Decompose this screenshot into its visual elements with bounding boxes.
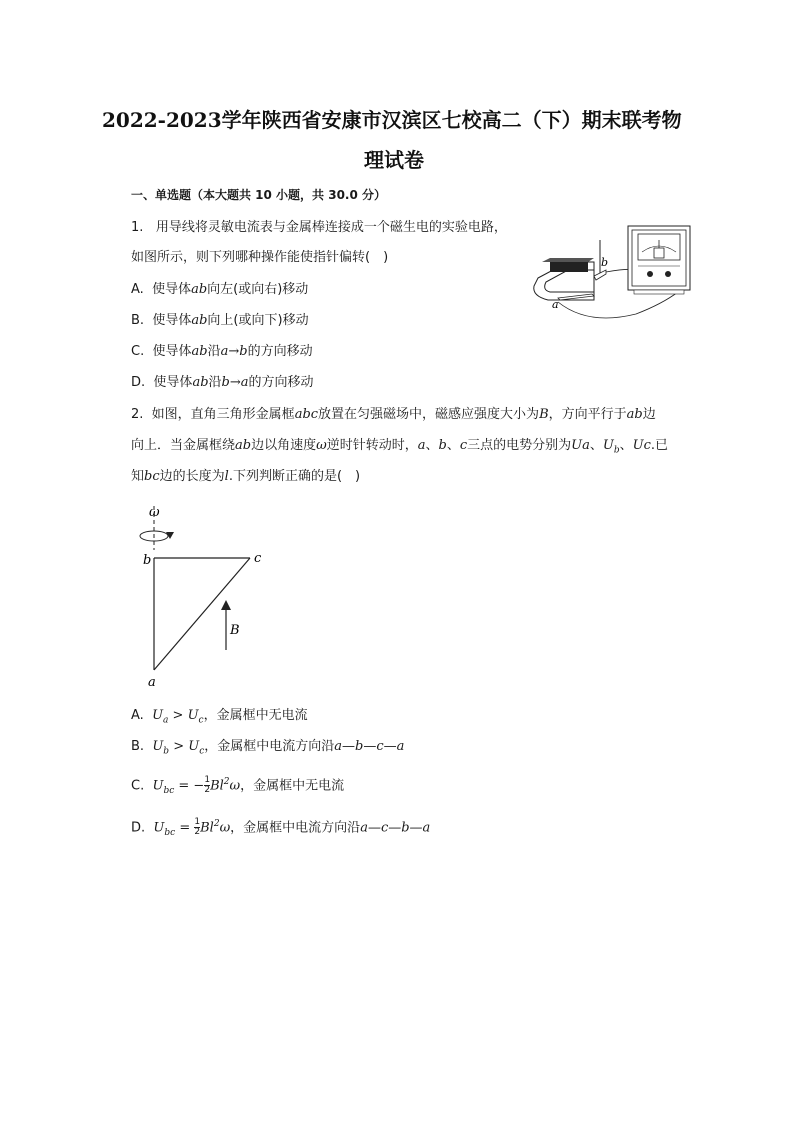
label-c: c: [254, 551, 262, 566]
option-math: U: [152, 708, 164, 723]
option-math: a→b: [220, 344, 248, 359]
option-math: ω: [229, 778, 241, 794]
q2-option-b: [131, 739, 404, 760]
option-text: 向上(或向下)移动: [207, 313, 309, 328]
stem-math: bc: [144, 469, 160, 484]
page-title-line2: 理试卷: [364, 148, 424, 172]
option-text: ，金属框中无电流: [240, 778, 345, 794]
option-math: U: [152, 778, 164, 794]
option-label: B.: [131, 739, 145, 754]
fraction-numerator: 1: [194, 817, 201, 828]
stem-math: abc: [294, 407, 319, 422]
stem-text: 三点的电势分别为: [467, 438, 572, 453]
option-math: a—c—b—a: [360, 820, 431, 836]
q2-option-d: [131, 816, 430, 841]
option-math: a—b—c—a: [334, 739, 405, 754]
stem-math: Ua: [571, 438, 590, 453]
stem-math: Uc: [632, 438, 651, 453]
stem-text: 边以角速度: [251, 438, 317, 453]
option-text: ，金属框中无电流: [203, 708, 308, 723]
triangle-frame: [154, 558, 250, 670]
q1-option-c: [131, 344, 313, 360]
q2-stem-line2: [131, 438, 668, 459]
option-text: 的方向移动: [248, 375, 314, 390]
page-title-line1: 2022-2023学年陕西省安康市汉滨区七校高二（下）期末联考物: [102, 108, 682, 132]
stem-math: b: [438, 438, 447, 453]
option-sub: bc: [163, 785, 175, 796]
option-text: ，金属框中电流方向沿: [230, 820, 361, 836]
stem-text: 放置在匀强磁场中，磁感应强度大小为: [318, 407, 540, 422]
stem-math: ω: [316, 438, 327, 453]
label-b: b: [601, 256, 609, 269]
option-text: 使导体: [152, 313, 192, 328]
option-sub: b: [163, 746, 170, 757]
stem-text: 、: [619, 438, 633, 453]
option-sup: 2: [213, 819, 220, 829]
option-math: b→a: [221, 375, 249, 390]
option-sup: 2: [223, 777, 230, 787]
option-math: ab: [191, 313, 208, 328]
horseshoe-magnet: [534, 258, 594, 300]
option-label: B.: [131, 313, 145, 328]
label-a: a: [552, 298, 559, 311]
stem-text: .已: [650, 438, 669, 453]
stem-math: l: [224, 469, 229, 484]
option-label: C.: [131, 778, 145, 794]
fraction-denominator: 2: [194, 827, 201, 838]
stem-text: 逆时针转动时，: [326, 438, 418, 453]
label-a: a: [148, 675, 156, 690]
stem-text: 、: [425, 438, 439, 453]
stem-text: 边的长度为: [159, 469, 225, 484]
stem-math: a: [417, 438, 426, 453]
option-sub: bc: [164, 827, 176, 838]
q2-stem-line1: [131, 407, 656, 423]
stem-text: .下列判断正确的是( ): [228, 469, 361, 484]
option-label: C.: [131, 344, 145, 359]
q2-triangle-figure: [130, 502, 280, 694]
option-math: U: [152, 739, 164, 754]
option-label: A.: [131, 282, 144, 297]
option-math: U: [187, 708, 199, 723]
option-math: Bl: [200, 820, 214, 836]
option-sub: c: [199, 746, 205, 757]
q1-stem-text1: 用导线将灵敏电流表与金属棒连接成一个磁生电的实验电路，: [155, 220, 507, 235]
q1-circuit-figure: [528, 218, 700, 326]
stem-text: 知: [131, 469, 145, 484]
option-text: 向左(或向右)移动: [207, 282, 309, 297]
option-text: 沿: [208, 375, 222, 390]
q1-option-a: [131, 282, 308, 298]
stem-sub: b: [613, 445, 620, 456]
option-text: 沿: [207, 344, 221, 359]
label-b: b: [143, 553, 152, 568]
q1-stem-line1: [131, 220, 507, 236]
option-math: U: [188, 739, 200, 754]
stem-text: 向上．当金属框绕: [131, 438, 236, 453]
option-math: >: [169, 739, 189, 754]
q2-stem-line3: [131, 469, 360, 485]
option-text: 使导体: [153, 375, 193, 390]
option-math: Bl: [210, 778, 224, 794]
q1-option-b: [131, 313, 309, 329]
q1-number: 1.: [131, 220, 144, 235]
stem-math: U: [602, 438, 614, 453]
stem-text: 、: [446, 438, 460, 453]
option-label: D.: [131, 375, 146, 390]
option-label: D.: [131, 820, 146, 836]
stem-text: ，方向平行于: [548, 407, 627, 422]
stem-math: ab: [235, 438, 252, 453]
stem-math: ab: [626, 407, 643, 422]
stem-text: 、: [589, 438, 603, 453]
stem-math: c: [459, 438, 468, 453]
option-math: U: [153, 820, 165, 836]
fraction-denominator: 2: [204, 785, 211, 796]
stem-math: B: [539, 407, 549, 422]
q2-option-a: [131, 708, 308, 729]
option-math: ab: [192, 375, 209, 390]
label-B: B: [230, 623, 240, 638]
option-text: 的方向移动: [247, 344, 313, 359]
option-math: ω: [219, 820, 231, 836]
q2-number: 2.: [131, 407, 144, 422]
stem-text: 边: [642, 407, 656, 422]
fraction-numerator: 1: [204, 775, 211, 786]
stem-text: 如图，直角三角形金属框: [151, 407, 295, 422]
option-label: A.: [131, 708, 144, 723]
option-text: ，金属框中电流方向沿: [204, 739, 335, 754]
option-sub: c: [198, 715, 204, 726]
q1-stem-line2: 如图所示，则下列哪种操作能使指针偏转( ): [131, 250, 389, 265]
label-omega: ω: [149, 505, 160, 520]
option-text: 使导体: [152, 282, 192, 297]
option-math: ab: [191, 344, 208, 359]
q2-option-c: [131, 774, 344, 799]
galvanometer: [628, 226, 690, 294]
section-heading: 一、单选题（本大题共 10 小题，共 30.0 分）: [131, 188, 387, 202]
option-math: ab: [191, 282, 208, 297]
option-math: >: [168, 708, 188, 723]
q1-option-d: [131, 375, 314, 391]
option-sub: a: [163, 715, 169, 726]
option-text: 使导体: [152, 344, 192, 359]
option-math: = −: [174, 778, 205, 794]
option-math: =: [175, 820, 195, 836]
